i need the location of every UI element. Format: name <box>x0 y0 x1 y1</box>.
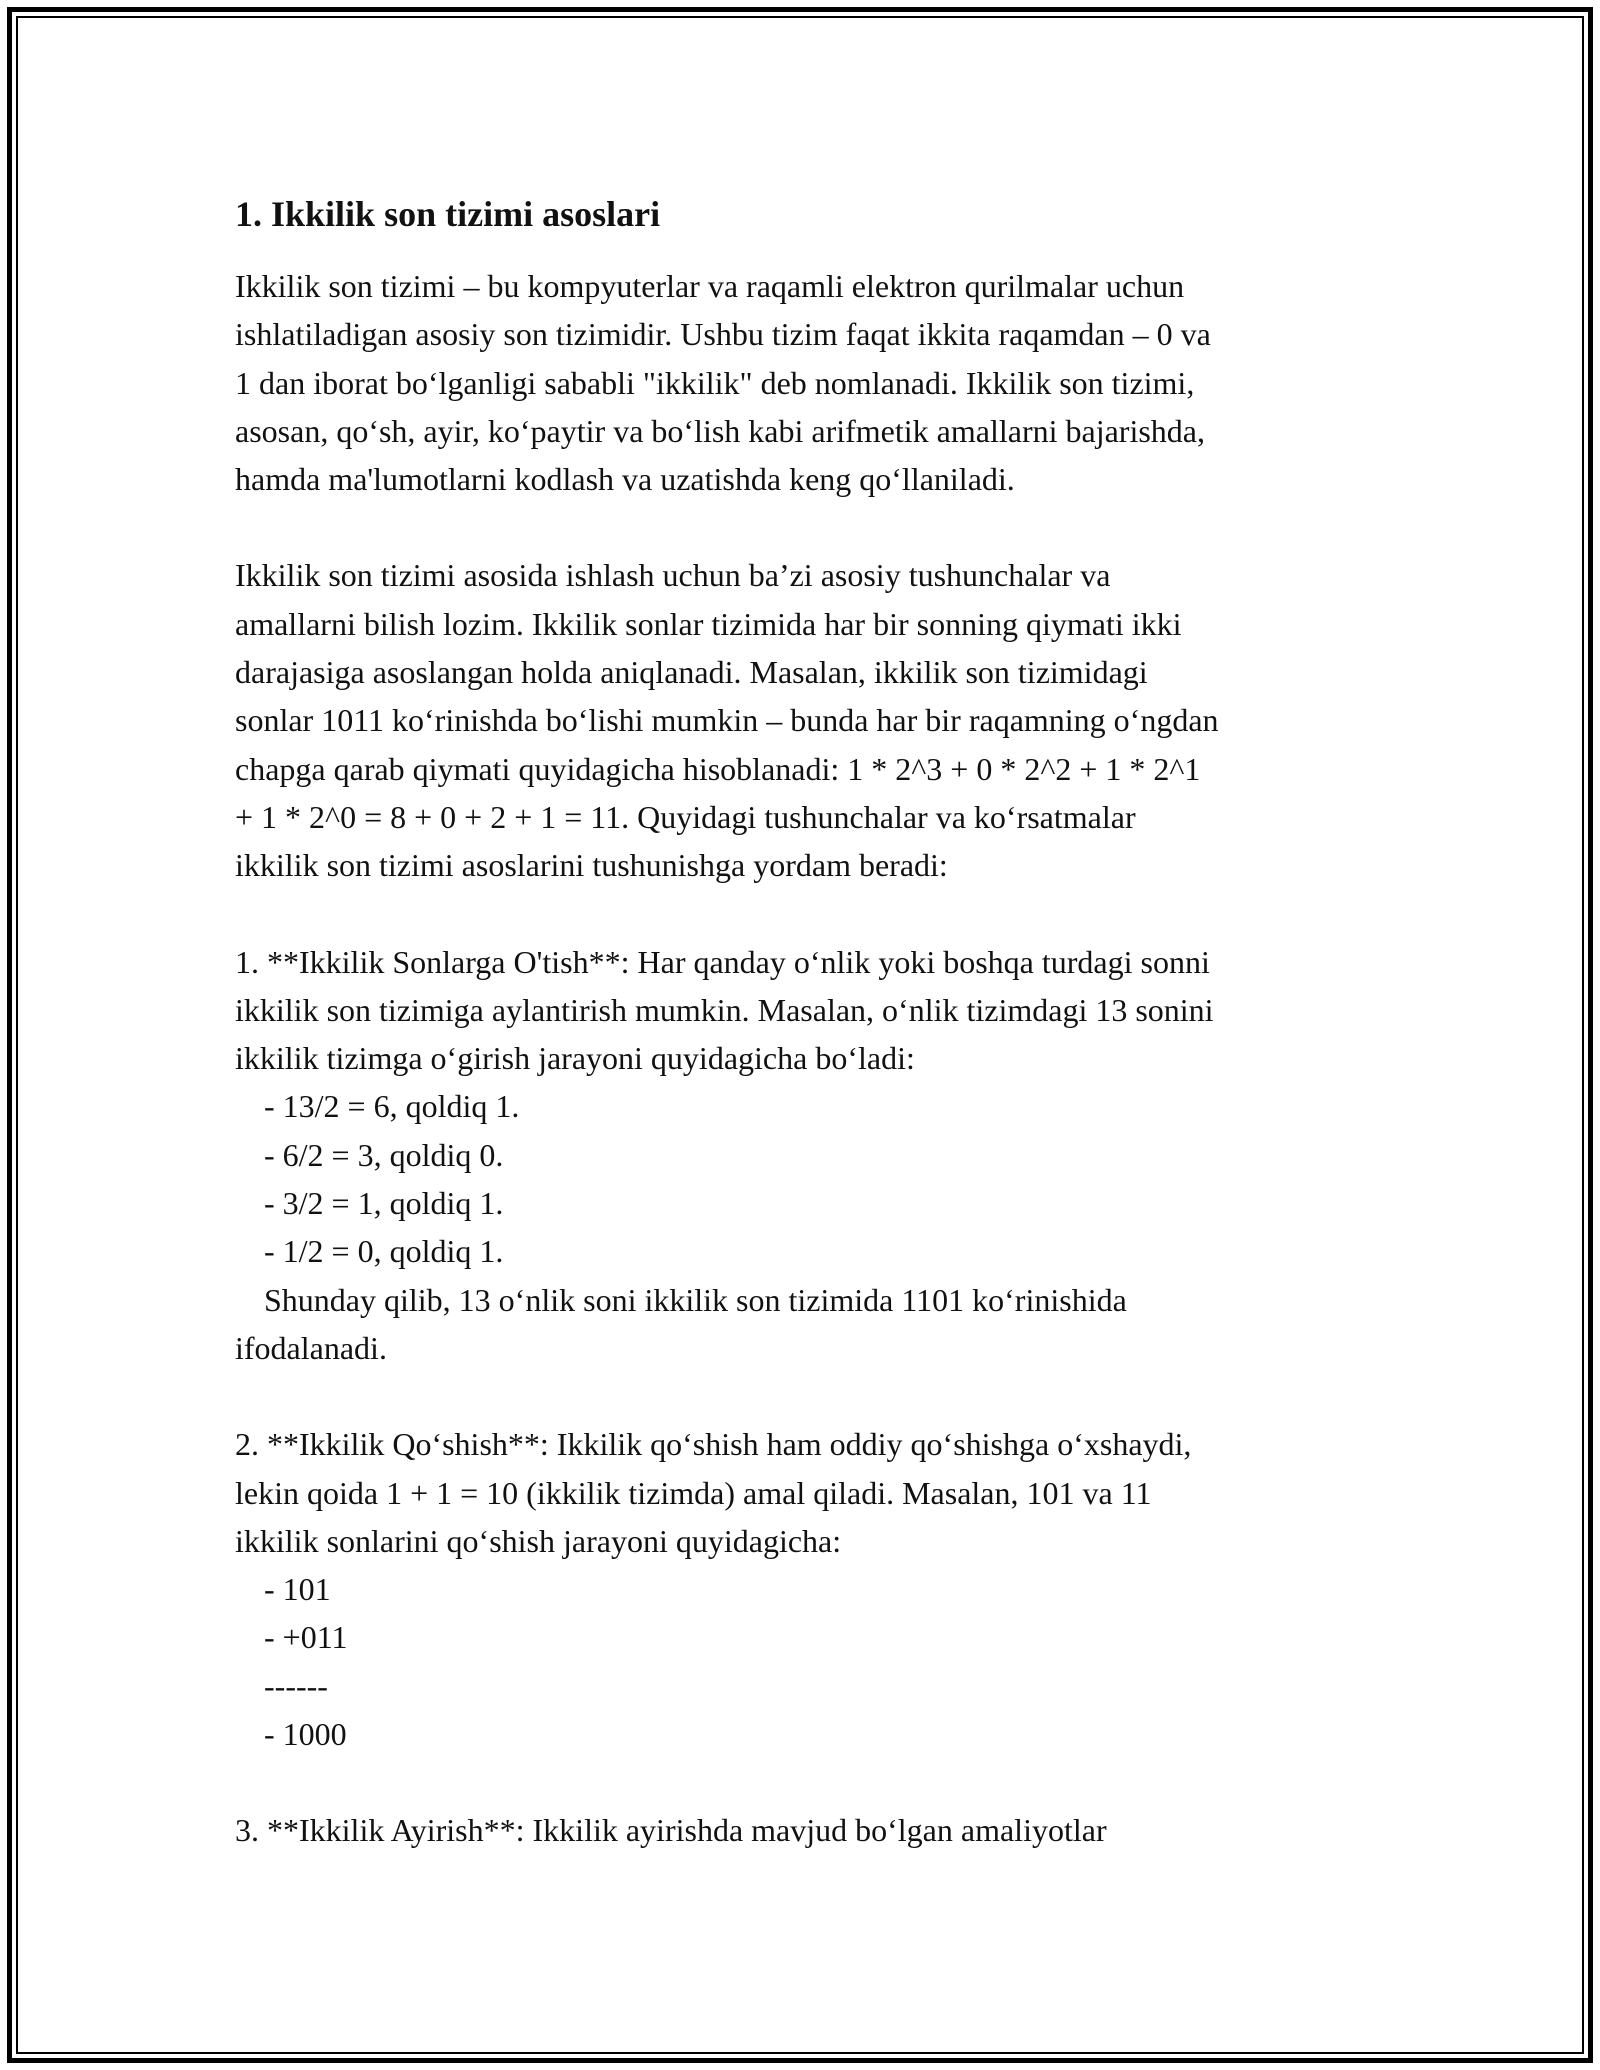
text-line: 1 dan iborat boʻlganligi sababli "ikkilik" deb nomlanadi. Ikkilik son tizimi, <box>235 364 1195 401</box>
step-line: - +011 <box>264 1619 348 1656</box>
text-line: ikkilik tizimga oʻgirish jarayoni quyidagicha boʻladi: <box>235 1040 915 1077</box>
step-line: - 3/2 = 1, qoldiq 1. <box>264 1185 504 1222</box>
step-line: - 1/2 = 0, qoldiq 1. <box>264 1233 504 1270</box>
text-line: asosan, qoʻsh, ayir, koʻpaytir va boʻlish kabi arifmetik amallarni bajarishda, <box>235 412 1205 449</box>
section-heading: 1. Ikkilik son tizimi asoslari <box>235 194 661 234</box>
text-line: + 1 * 2^0 = 8 + 0 + 2 + 1 = 11. Quyidagi tushunchalar va koʻrsatmalar <box>235 798 1136 835</box>
paragraph-concepts <box>235 551 1375 889</box>
step-line: ------ <box>264 1667 328 1704</box>
document-body <box>235 186 1375 1903</box>
text-line: 1. **Ikkilik Sonlarga O'tish**: Har qanday oʻnlik yoki boshqa turdagi sonni <box>235 943 1210 980</box>
text-line: ikkilik son tizimiga aylantirish mumkin. Masalan, oʻnlik tizimdagi 13 sonini <box>235 991 1214 1028</box>
text-line: lekin qoida 1 + 1 = 10 (ikkilik tizimda) amal qiladi. Masalan, 101 va 11 <box>235 1474 1152 1511</box>
text-line: ishlatiladigan asosiy son tizimidir. Ushbu tizim faqat ikkita raqamdan – 0 va <box>235 316 1211 353</box>
text-line: ikkilik son tizimi asoslarini tushunishga yordam beradi: <box>235 847 948 884</box>
paragraph-intro <box>235 262 1375 503</box>
list-item-conversion <box>235 938 1375 1373</box>
text-line: 2. **Ikkilik Qoʻshish**: Ikkilik qoʻshish ham oddiy qoʻshishga oʻxshaydi, <box>235 1426 1192 1463</box>
text-line: Ikkilik son tizimi asosida ishlash uchun baʼzi asosiy tushunchalar va <box>235 557 1111 594</box>
list-item-addition <box>235 1420 1375 1758</box>
step-line: - 13/2 = 6, qoldiq 1. <box>264 1088 520 1125</box>
step-line: - 1000 <box>264 1716 347 1753</box>
step-line: Shunday qilib, 13 oʻnlik soni ikkilik son tizimida 1101 koʻrinishida <box>264 1281 1127 1318</box>
text-line: amallarni bilish lozim. Ikkilik sonlar tizimida har bir sonning qiymati ikki <box>235 605 1182 642</box>
text-line: ifodalanadi. <box>235 1329 387 1366</box>
text-line: chapga qarab qiymati quyidagicha hisoblanadi: 1 * 2^3 + 0 * 2^2 + 1 * 2^1 <box>235 750 1201 787</box>
list-item-subtraction <box>235 1806 1375 1854</box>
text-line: hamda ma'lumotlarni kodlash va uzatishda keng qoʻllaniladi. <box>235 461 1015 498</box>
text-line: sonlar 1011 koʻrinishda boʻlishi mumkin – bunda har bir raqamning oʻngdan <box>235 702 1219 739</box>
text-line: Ikkilik son tizimi – bu kompyuterlar va raqamli elektron qurilmalar uchun <box>235 268 1185 304</box>
step-line: - 6/2 = 3, qoldiq 0. <box>264 1136 504 1173</box>
step-line: - 101 <box>264 1571 331 1608</box>
text-line: ikkilik sonlarini qoʻshish jarayoni quyidagicha: <box>235 1522 842 1559</box>
text-line: darajasiga asoslangan holda aniqlanadi. Masalan, ikkilik son tizimidagi <box>235 654 1148 691</box>
text-line: 3. **Ikkilik Ayirish**: Ikkilik ayirishda mavjud boʻlgan amaliyotlar <box>235 1812 1107 1849</box>
